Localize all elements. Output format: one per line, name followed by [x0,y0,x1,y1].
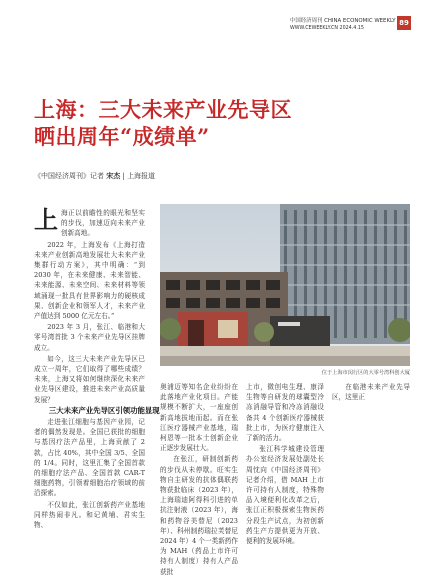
body-paragraph: 走进张江细胞与基因产业园，记者的偶然发现是。全国已获批的细胞与基因疗法产品里，上海贡献了 2 款，占比 40%，其中全国 3/5、全国的 1/4。同时，这里汇集了全国首款的细胞疗法产品、全国首款 CAR-T 细胞药物，引领着细胞治疗领域的前沿探索。 [34,418,145,498]
article-title-line-2: 晒出周年“成绩单” [34,124,210,149]
masthead [290,16,398,31]
body-paragraph: 2022 年，上海发布《上海打造未来产业创新高地发展壮大未来产业集群行动方案》，其中明确：“到 2030 年，在未来健康、未来智能、未来能源、未来空间、未来材料等领域涌现一批具有世界影响力的硬核成果、创新企业和领军人才，未来产业产值达到 5000 亿元左右。” [34,240,145,321]
issue-date: 2024.4.15 [339,26,364,31]
body-paragraph: 在张江，研制创新药的步伐从未停歇。旺实生物自主研发的抗体偶联药物获批临床（2023 年），上海瑞迪阿得科引进的单抗注射液（2023 年），海和药物谷美替尼（2023 年）、科州制药瑞拉芙替尼 2024 年）4 个一类新药作为 MAH（药品上市许可持有人制度）持有人产品获批 [160,455,238,576]
body-paragraph: 不仅如此，张江创新药产业基地同样热闹非凡。和记黄埔、君实生物、 [34,500,145,530]
lead-paragraph-text: 海正以前瞻性的眼光和坚实的步伐，加速迈向未来产业创新高地。 [61,209,145,238]
dropcap: 上 [34,205,58,234]
section-heading: 三大未来产业先导区引领功能显现 [48,405,160,415]
body-paragraph: 奥浦迈等知名企业纷纷在此落地产业化项目。产能规模不断扩大，一座座创新高地拔地而起。而在张江医疗器械产业基地，瑞柯恩等一批本土创新企业正逐步发展壮大。 [160,383,238,453]
article-title [34,96,334,150]
publication-name-en: CHINA ECONOMIC WEEKLY [324,18,396,24]
byline-location: 上海报道 [127,172,156,180]
body-paragraph: 张江科学城建设管理办公室经济发展处副处长周忱向《中国经济周刊》记者介绍，借 MAH 上市许可持有人制度，特殊物品入境便利化改革之后，张江正积极探索生物医药分段生产试点，为初创新药生产方提供更为开放、便利的发展环境。 [246,445,324,546]
body-paragraph: 在临港未来产业先导区，这里正 [332,383,410,402]
body-paragraph: 2023 年 3 月，张江、临港和大零号湾首批 3 个未来产业先导区挂牌成立。 [34,323,145,352]
photo-caption: 位于上海市闵行区的大零号湾科创大厦 [321,370,410,376]
body-paragraph: 如今，这三大未来产业先导区已成立一周年，它们取得了哪些成绩？未来，上海又将如何继续深化未来产业先导区建设，推进未来产业高质量发展？ [34,354,145,404]
article-title-line-1: 上海：三大未来产业先导区 [34,97,292,122]
body-paragraph: 上市，微创电生理、康泽生物等自研发的球囊型冷冻消融导管和冷冻消融设备共 4 个创新医疗器械获批上市，为医疗健康注入了新的活力。 [246,383,324,443]
article-column-1 [34,205,160,531]
masthead-publication [290,16,398,24]
page-number-badge: 89 [397,16,411,30]
masthead-sub [290,26,398,31]
publication-name-cn: 中国经济周刊 [290,18,323,24]
building-photo [160,204,410,366]
article-column-2 [160,382,238,578]
byline-author: 宋杰 [106,171,121,180]
article-column-4 [332,382,410,403]
byline-separator: | [122,172,125,180]
byline [34,171,155,181]
website-url: WWW.CEWEEKLY.CN [290,26,338,31]
lead-paragraph [34,205,145,239]
byline-source: 《中国经济周刊》记者 [34,172,104,180]
article-column-3 [246,382,324,547]
